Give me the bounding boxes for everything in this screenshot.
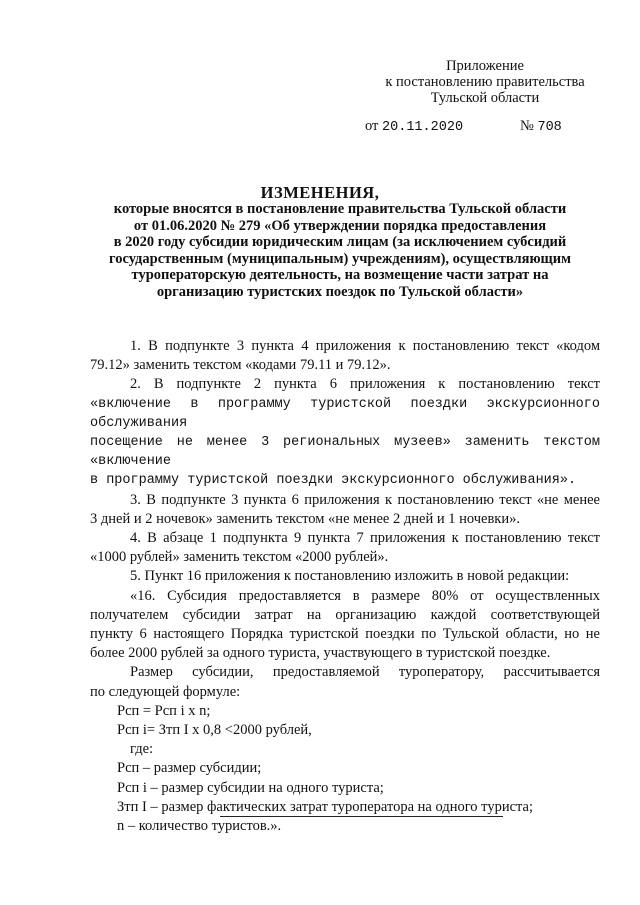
date-value: 20.11.2020 [382,120,464,135]
document-title: ИЗМЕНЕНИЯ, [260,183,380,202]
formula-line: n – количество туристов.». [117,818,282,835]
quote-line: пункту 6 настоящего Порядка туристской поездки по Тульской области, но не [90,626,600,643]
item-1-line: 1. В подпункте 3 пункта 4 приложения к постановлению текст «кодом [130,338,600,354]
quote-line: более 2000 рублей за одного туриста, участвующего в туристской поездке. [90,645,551,662]
item-4-line: «1000 рублей» заменить текстом «2000 рублей». [90,549,389,566]
quote-line: получателем субсидии затрат на организацию каждой соответствующей [90,606,600,623]
formula-line: Рсп – размер субсидии; [117,760,262,777]
item-3-line: 3 дней и 2 ночевок» заменить текстом «не менее 2 дней и 1 ночевки». [90,510,520,527]
item-2-line: посещение не менее 3 региональных музеев» заменить текстом «включение [90,435,600,470]
item-1-line: 79.12» заменить текстом «кодами 79.11 и 79.12». [90,357,391,374]
date-from-label: от [365,118,379,134]
formula-line: Рсп i – размер субсидии на одного туриста; [117,779,384,796]
formula-line: Рсп i= Зтп I x 0,8 <2000 рублей, [117,722,312,739]
document-date [365,118,463,135]
formula-line: где: [130,741,154,758]
quote-line: по следующей формуле: [90,683,241,700]
formula-line: Рсп = Рсп i x n; [117,702,211,719]
quote-line: Размер субсидии, предоставляемой туроператору, рассчитывается [130,664,600,681]
item-3-line: 3. В подпункте 3 пункта 6 приложения к постановлению текст «не менее [130,491,600,508]
appendix-line-3: Тульской области [430,90,540,106]
number-value: 708 [537,120,562,135]
appendix-header [360,58,610,106]
document-subtitle [95,201,585,300]
quote-line: «16. Субсидия предоставляется в размере 80% от осуществленных [130,587,600,604]
document-number [520,118,562,135]
item-2-line: «включение в программу туристской поездки экскурсионного обслуживания [90,396,600,431]
subtitle-line: организацию туристских поездок по Тульской области» [156,283,524,300]
item-2-line: в программу туристской поездки экскурсионного обслуживания». [90,473,577,489]
subtitle-line: от 01.06.2020 № 279 «Об утверждении порядка предоставления [133,217,547,234]
appendix-line-1: Приложение [446,58,524,74]
subtitle-line: которые вносятся в постановление правительства Тульской области [113,201,567,217]
item-5-line: 5. Пункт 16 приложения к постановлению изложить в новой редакции: [130,568,570,585]
item-4-line: 4. В абзаце 1 подпункта 9 пункта 7 приложения к постановлению текст [130,530,600,547]
subtitle-line: государственным (муниципальным) учреждениям), осуществляющим [108,250,572,267]
document-body [90,337,600,836]
item-2-line: 2. В подпункте 2 пункта 6 приложения к постановлению текст [130,376,600,393]
formula-line: Зтп I – размер фактических затрат туроператора на одного туриста; [117,798,533,815]
subtitle-line: туроператорскую деятельность, на возмещение части затрат на [131,267,549,283]
subtitle-line: в 2020 году субсидии юридическим лицам (за исключением субсидий [113,234,567,250]
end-separator-line [220,816,503,817]
number-label: № [520,118,534,134]
appendix-line-2: к постановлению правительства [385,74,585,90]
